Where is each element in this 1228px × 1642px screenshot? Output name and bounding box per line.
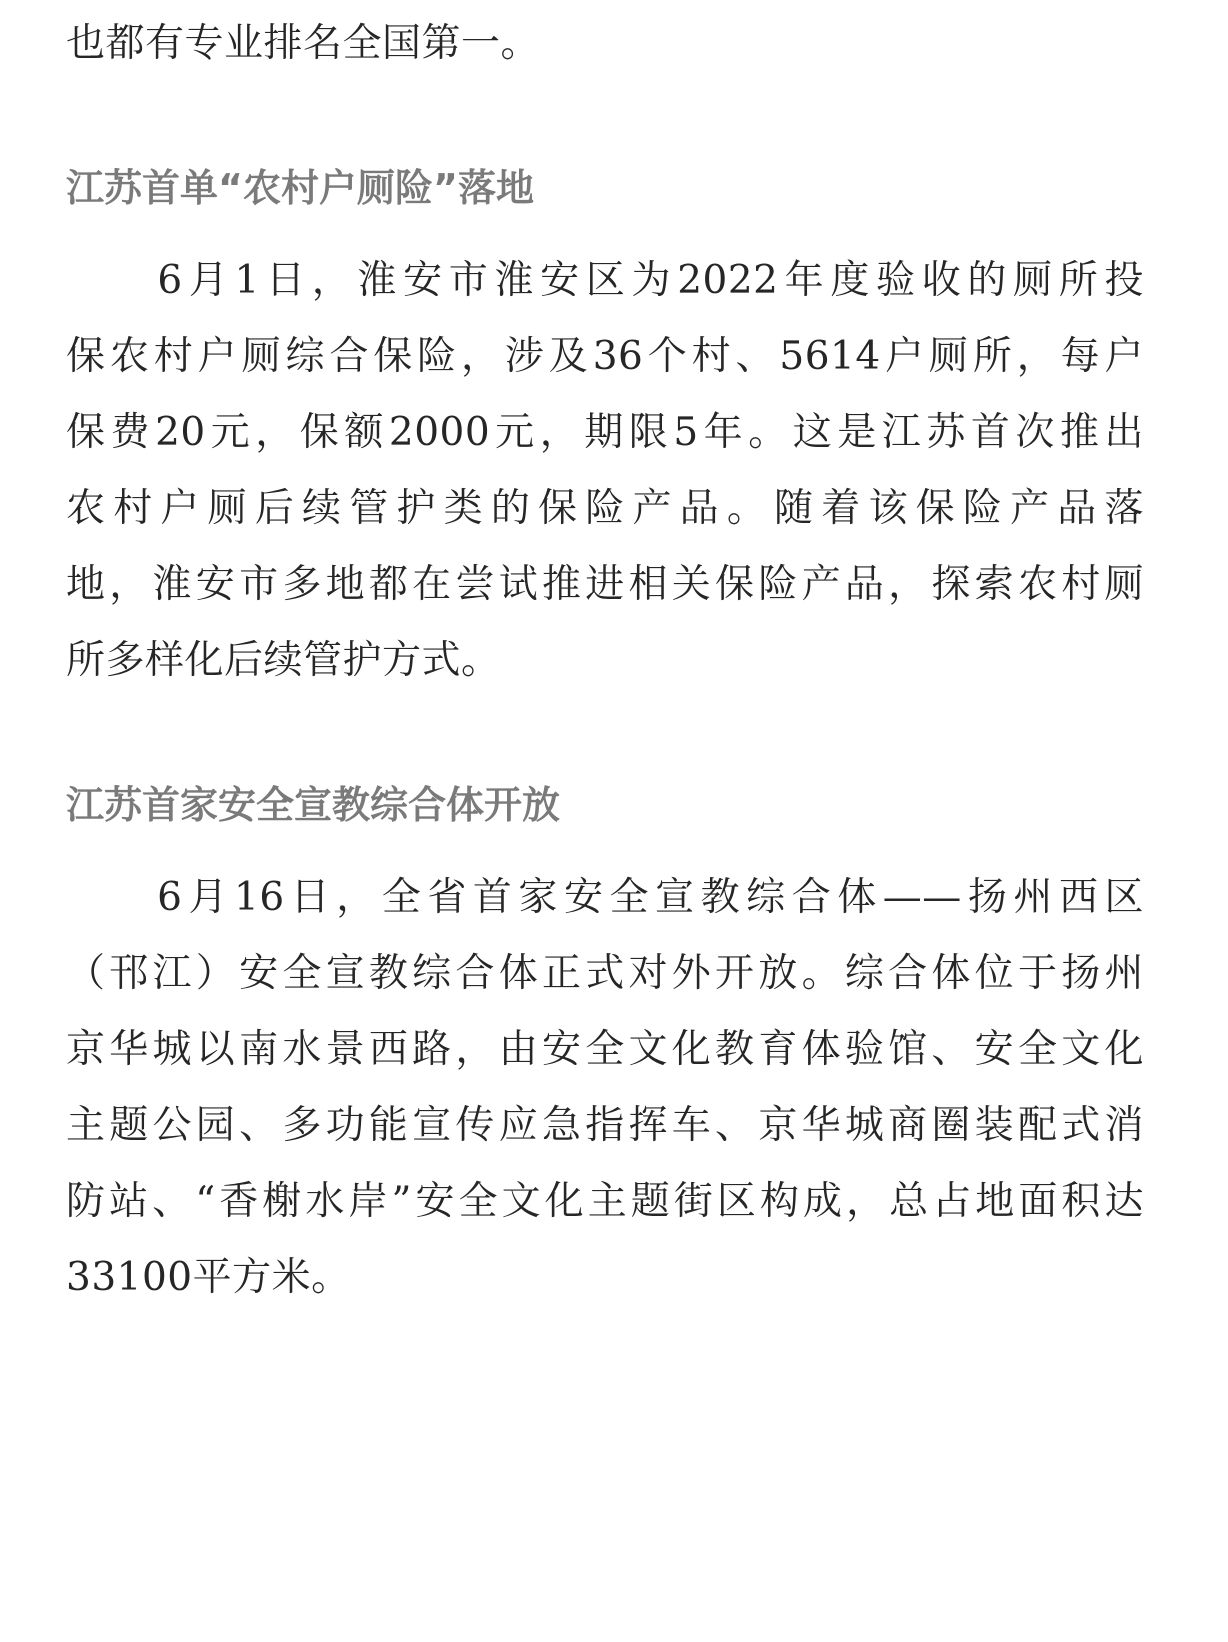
paragraph-line: 6月1日，淮安市淮安区为2022年度验收的厕所投 xyxy=(66,258,1144,303)
paragraph-line: 6月16日，全省首家安全宣教综合体——扬州西区 xyxy=(66,875,1144,920)
paragraph-line: 农村户厕后续管护类的保险产品。随着该保险产品落 xyxy=(66,486,1144,531)
paragraph-line: （邗江）安全宣教综合体正式对外开放。综合体位于扬州 xyxy=(66,951,1144,996)
section-heading-safety-education-complex: 江苏首家安全宣教综合体开放 xyxy=(66,783,561,827)
paragraph-line: 防站、“香榭水岸”安全文化主题街区构成，总占地面积达 xyxy=(66,1179,1144,1224)
continuation-line: 也都有专业排名全国第一。 xyxy=(66,21,541,66)
paragraph-line: 所多样化后续管护方式。 xyxy=(66,638,501,683)
paragraph-line: 保费20元，保额2000元，期限5年。这是江苏首次推出 xyxy=(66,410,1144,455)
paragraph-line: 33100平方米。 xyxy=(66,1255,351,1300)
section-heading-rural-toilet-insurance: 江苏首单“农村户厕险”落地 xyxy=(66,166,534,210)
paragraph-line: 地，淮安市多地都在尝试推进相关保险产品，探索农村厕 xyxy=(66,562,1144,607)
paragraph-line: 京华城以南水景西路，由安全文化教育体验馆、安全文化 xyxy=(66,1027,1144,1072)
paragraph-line: 保农村户厕综合保险，涉及36个村、5614户厕所，每户 xyxy=(66,334,1144,379)
paragraph-line: 主题公园、多功能宣传应急指挥车、京华城商圈装配式消 xyxy=(66,1103,1144,1148)
